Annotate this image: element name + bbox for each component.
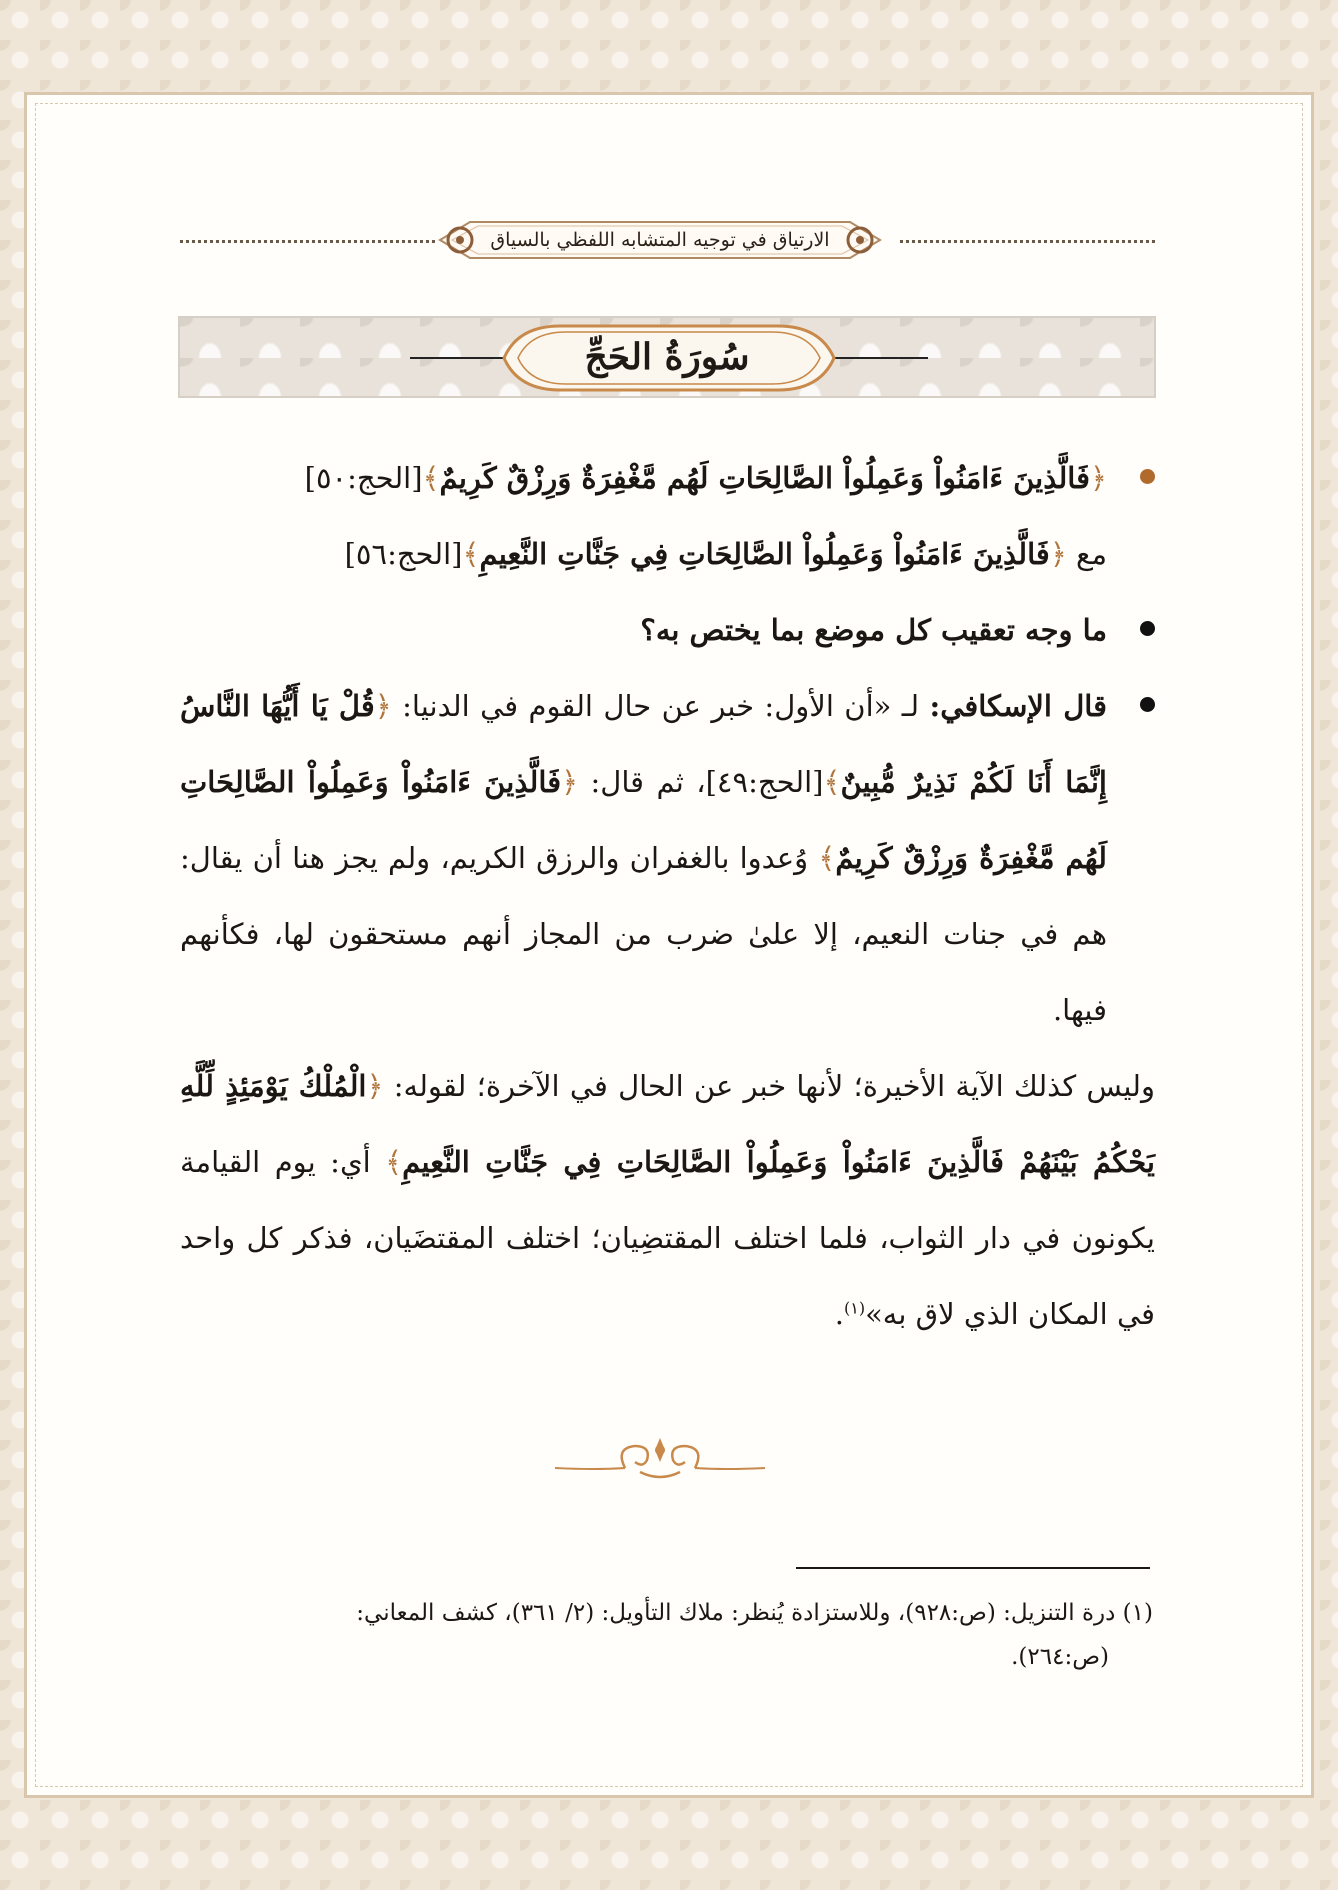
verse-bracket-close-icon: ﴾ [823, 765, 841, 799]
bullet-dot-icon [1140, 697, 1155, 712]
quran-verse: فَالَّذِينَ ءَامَنُواْ وَعَمِلُواْ الصَّالِحَاتِ لَهُم مَّغْفِرَةٌ وَرِزْقٌ كَرِيمٌ [439, 461, 1090, 495]
header-dotted-rule-left [180, 240, 435, 243]
bullet-item-question [180, 592, 1155, 668]
footnote-line: (١) درة التنزيل: (ص:٩٢٨)، وللاستزادة يُنظر: ملاك التأويل: (٢/ ٣٦١)، كشف المعاني: [356, 1600, 1153, 1626]
verse-bracket-close-icon: ﴾ [385, 1145, 403, 1179]
footnote-marker[interactable]: (١) [843, 1298, 866, 1318]
bullet-dot-icon [1140, 621, 1155, 636]
main-content [180, 440, 1155, 1352]
quran-verse: فَالَّذِينَ ءَامَنُواْ وَعَمِلُواْ الصَّالِحَاتِ لَهُم مَّغْفِرَةٌ وَرِزْقٌ كَرِيمٌ [180, 765, 1108, 875]
commentary-text: أي: يوم القيامة يكونون في دار الثواب، فلما اختلف المقتضِيان؛ اختلف المقتضَيان، فذكر كل واحد في المكان الذي لاق به» [180, 1145, 1155, 1331]
commentary-text: وُعدوا بالغفران والرزق الكريم، ولم يجز هنا أن يقال: هم في جنات النعيم، إلا علىٰ ضرب من المجاز أنهم مستحقون لها، فكأنهم فيها. [180, 841, 1107, 1027]
connector-text: مع [1076, 537, 1107, 571]
commentary-intro: وليس كذلك الآية الأخيرة؛ لأنها خبر عن الحال في الآخرة؛ لقوله: [393, 1069, 1155, 1103]
surah-title: سُورَةُ الحَجِّ [584, 336, 750, 378]
footnote [175, 1591, 1153, 1679]
verse-bracket-close-icon: ﴾ [422, 461, 440, 495]
verse-bracket-open-icon: ﴿ [1049, 537, 1067, 571]
verse-bracket-close-icon: ﴾ [462, 537, 480, 571]
verse-reference: [الحج:٤٩]، ثم قال: [590, 765, 824, 799]
bullet-item-verses [180, 440, 1155, 592]
header-dotted-rule-right [900, 240, 1155, 243]
verse-bracket-close-icon: ﴾ [818, 841, 836, 875]
commentary-intro: لـ «أن الأول: خبر عن حال القوم في الدنيا: [402, 689, 920, 723]
verse-reference: [الحج:٥٠] [304, 461, 423, 495]
question-text: ما وجه تعقيب كل موضع بما يختص به؟ [640, 613, 1107, 647]
footnote-separator [796, 1567, 1150, 1569]
running-header-title: الارتياق في توجيه المتشابه اللفظي بالسياق [490, 229, 830, 251]
section-divider-ornament [555, 1428, 765, 1488]
quran-verse: قُلْ يَا أَيُّهَا النَّاسُ إِنَّمَا أَنَا لَكُمْ نَذِيرٌ مُّبِينٌ [180, 689, 1107, 799]
speaker-name: قال الإسكافي: [929, 689, 1108, 723]
bullet-item-commentary [180, 668, 1155, 1048]
running-header [180, 212, 1155, 268]
verse-bracket-open-icon: ﴿ [374, 689, 392, 723]
verse-reference: [الحج:٥٦] [344, 537, 463, 571]
footnote-line: (ص:٢٦٤). [1011, 1644, 1109, 1670]
verse-bracket-open-icon: ﴿ [561, 765, 579, 799]
verse-bracket-open-icon: ﴿ [366, 1069, 384, 1103]
bullet-accent-icon [1140, 469, 1155, 484]
surah-banner [178, 316, 1156, 398]
quran-verse: فَالَّذِينَ ءَامَنُواْ وَعَمِلُواْ الصَّالِحَاتِ فِي جَنَّاتِ النَّعِيمِ [479, 537, 1050, 571]
verse-bracket-open-icon: ﴿ [1090, 461, 1107, 495]
sentence-end: . [834, 1297, 844, 1331]
commentary-paragraph [180, 1048, 1155, 1352]
quran-verse: الْمُلْكُ يَوْمَئِذٍ لِّلَّهِ يَحْكُمُ بَيْنَهُمْ فَالَّذِينَ ءَامَنُواْ وَعَمِلُواْ الصَّالِحَاتِ فِي جَنَّاتِ النَّعِيمِ [180, 1069, 1156, 1179]
